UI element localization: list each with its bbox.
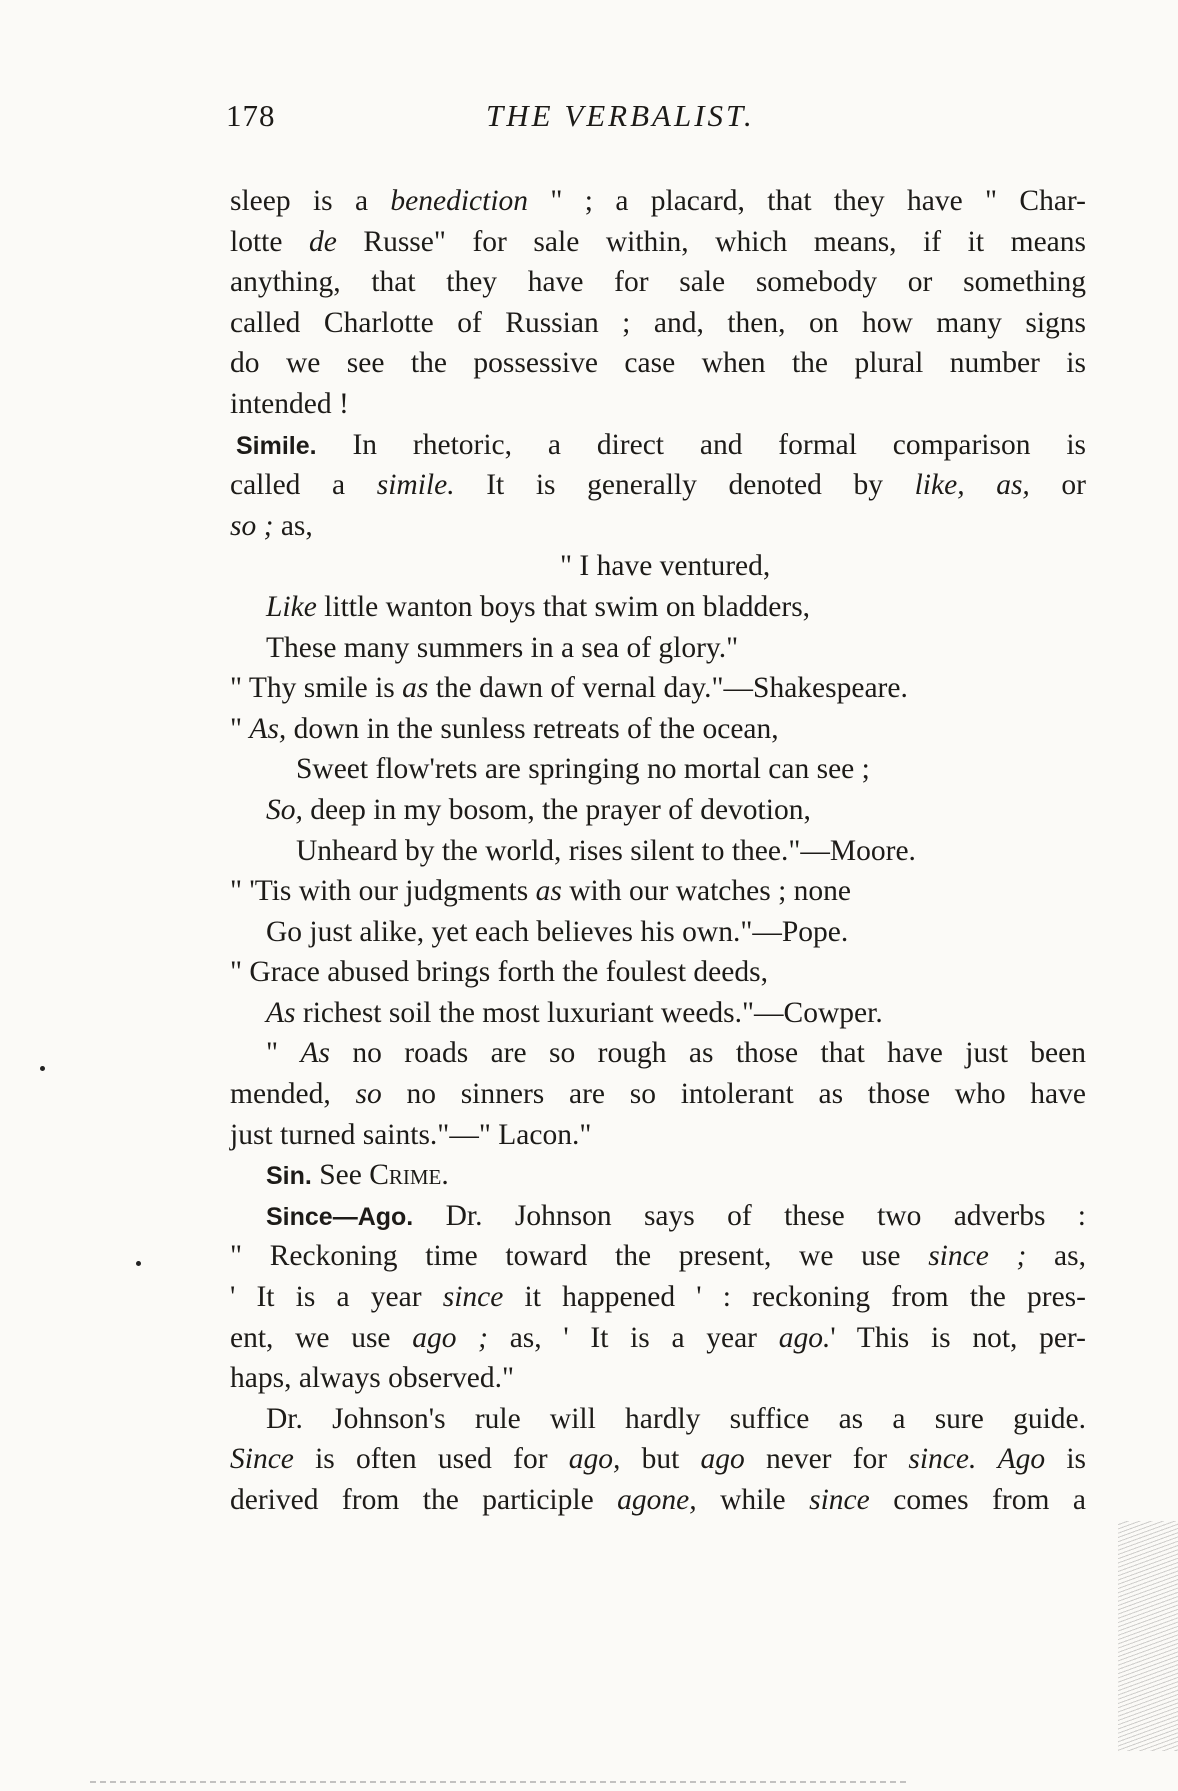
text-line [230,668,1086,709]
text-run: Go just alike, yet each believes his own."—Pope. [266,915,849,948]
text-run: " [266,1037,301,1070]
text-run: See [311,1159,370,1192]
text-run [976,1443,997,1475]
text-run: is often used for [293,1443,569,1476]
body-text [230,181,1086,1521]
entry-headword: Sin. [266,1162,312,1191]
italic-word: ago [700,1443,745,1476]
text-run: deep in my bosom, the prayer of devotion, [302,793,811,826]
cross-reference: Crime [369,1159,442,1192]
text-run: it happened ' : reckoning from the pres- [503,1281,1086,1314]
text-run: ' It is a year [230,1281,443,1314]
text-line [230,1074,1086,1115]
page-bottom-edge [90,1781,910,1783]
text-run: no sinners are so intolerant as those who have [381,1078,1086,1111]
text-line [230,506,1086,547]
text-run [965,469,997,501]
entry-headword: Simile. [236,431,317,460]
italic-word: so [355,1078,382,1111]
text-line [230,262,1086,303]
text-run: derived from the participle [230,1484,618,1516]
text-run: lotte [230,225,309,258]
text-run: mended, [230,1078,356,1111]
text-run: Sweet flow'rets are springing no mortal can see ; [296,753,870,786]
text-line [230,222,1086,263]
italic-word: Since [230,1443,294,1476]
page-number: 178 [226,98,276,133]
text-line [230,790,1086,831]
text-run: intended ! [230,387,349,420]
italic-word: as, [996,469,1030,502]
text-line [230,1033,1086,1074]
text-run: ' This is not, per- [830,1321,1086,1354]
text-line [230,384,1086,425]
text-run: haps, always observed." [230,1362,515,1395]
page-edge-wear [1118,1521,1178,1751]
text-run: as, ' It is a year [488,1321,779,1354]
italic-word: As [300,1037,330,1070]
text-run: called Charlotte of Russian ; and, then, on how many signs [230,306,1086,339]
text-line [230,749,1086,790]
text-line [230,1115,1086,1156]
text-run: " Thy smile is [230,672,403,705]
text-run: as, [273,509,313,542]
italic-word: as [402,672,429,705]
text-line [230,871,1086,912]
italic-word: benediction [390,185,529,217]
italic-word: since [809,1484,870,1516]
italic-word: since [442,1281,504,1314]
page-header [226,98,1086,142]
text-run: . [441,1159,449,1192]
text-run: with our watches ; none [561,875,852,908]
text-line [230,1155,1086,1196]
text-run: Dr. Johnson says of these two adverbs : [413,1199,1086,1232]
text-run: no roads are so rough as those that have just been [329,1037,1086,1070]
text-run: " ; a placard, that they have " Char- [528,185,1086,217]
italic-word: like, [914,469,965,502]
text-line [230,628,1086,669]
text-run: Russe" for sale within, which means, if it means [336,225,1086,258]
text-run: but [620,1443,701,1476]
italic-word: agone, [617,1484,697,1516]
text-run: never for [744,1443,909,1476]
text-run: little wanton boys that swim on bladders, [316,590,811,623]
running-title: THE VERBALIST. [486,98,755,133]
text-line [230,1277,1086,1318]
text-run: called a [230,469,377,502]
text-line [230,831,1086,872]
text-run: " Grace abused brings forth the foulest deeds, [230,956,768,989]
text-line [230,709,1086,750]
text-line [230,1318,1086,1359]
text-run: or [1029,469,1087,502]
print-speck [136,1261,141,1266]
text-line [230,912,1086,953]
text-line [230,465,1086,506]
text-run: In rhetoric, a direct and formal comparison is [316,428,1086,461]
italic-word: Like [266,590,317,623]
italic-word: Ago [997,1443,1046,1476]
text-run: down in the sunless retreats of the ocean, [286,712,779,745]
text-run: richest soil the most luxuriant weeds."—Cowper. [295,996,883,1029]
text-line [230,1358,1086,1399]
italic-word: since. [908,1443,977,1476]
text-run: It is generally denoted by [454,469,915,502]
text-run: is [1045,1443,1086,1476]
entry-headword: Since—Ago. [266,1202,414,1231]
text-run: " 'Tis with our judgments [230,875,536,908]
italic-word: simile. [376,469,455,502]
text-line [230,587,1086,628]
italic-word: ago, [568,1443,621,1476]
text-run: do we see the possessive case when the plural number is [230,347,1086,380]
italic-word: as [535,875,562,908]
text-run: " Reckoning time toward the present, we use [230,1240,929,1273]
text-line [230,546,1086,587]
text-run: ent, we use [230,1321,413,1354]
text-run: Unheard by the world, rises silent to thee."—Moore. [296,834,916,867]
text-run: sleep is a [230,185,391,217]
print-speck [40,1066,45,1071]
italic-word: As, [249,712,287,745]
text-run: the dawn of vernal day."—Shakespeare. [428,672,908,705]
text-line [230,993,1086,1034]
italic-word: so ; [230,509,274,542]
text-line [230,1439,1086,1480]
text-run: as, [1026,1240,1087,1273]
text-run: " [230,712,250,745]
text-line [230,425,1086,466]
text-line [230,1480,1086,1521]
text-run: Dr. Johnson's rule will hardly suffice as a sure guide. [266,1402,1086,1435]
text-line [230,952,1086,993]
text-run: while [696,1484,810,1516]
italic-word: since ; [928,1240,1027,1273]
text-line [230,1196,1086,1237]
text-run: anything, that they have for sale somebody or something [230,266,1086,299]
text-run: just turned saints."—" Lacon." [230,1118,592,1151]
text-run: comes from a [869,1484,1086,1516]
text-line [230,343,1086,384]
italic-word: As [266,996,296,1029]
text-line [230,1236,1086,1277]
italic-word: ago ; [412,1321,489,1354]
text-line [230,181,1086,222]
italic-word: So, [266,793,303,826]
italic-word: ago. [778,1321,831,1354]
text-run: " I have ventured, [560,550,771,583]
text-line [230,303,1086,344]
text-line [230,1399,1086,1440]
italic-word: de [309,225,337,258]
text-run: These many summers in a sea of glory." [266,631,739,664]
